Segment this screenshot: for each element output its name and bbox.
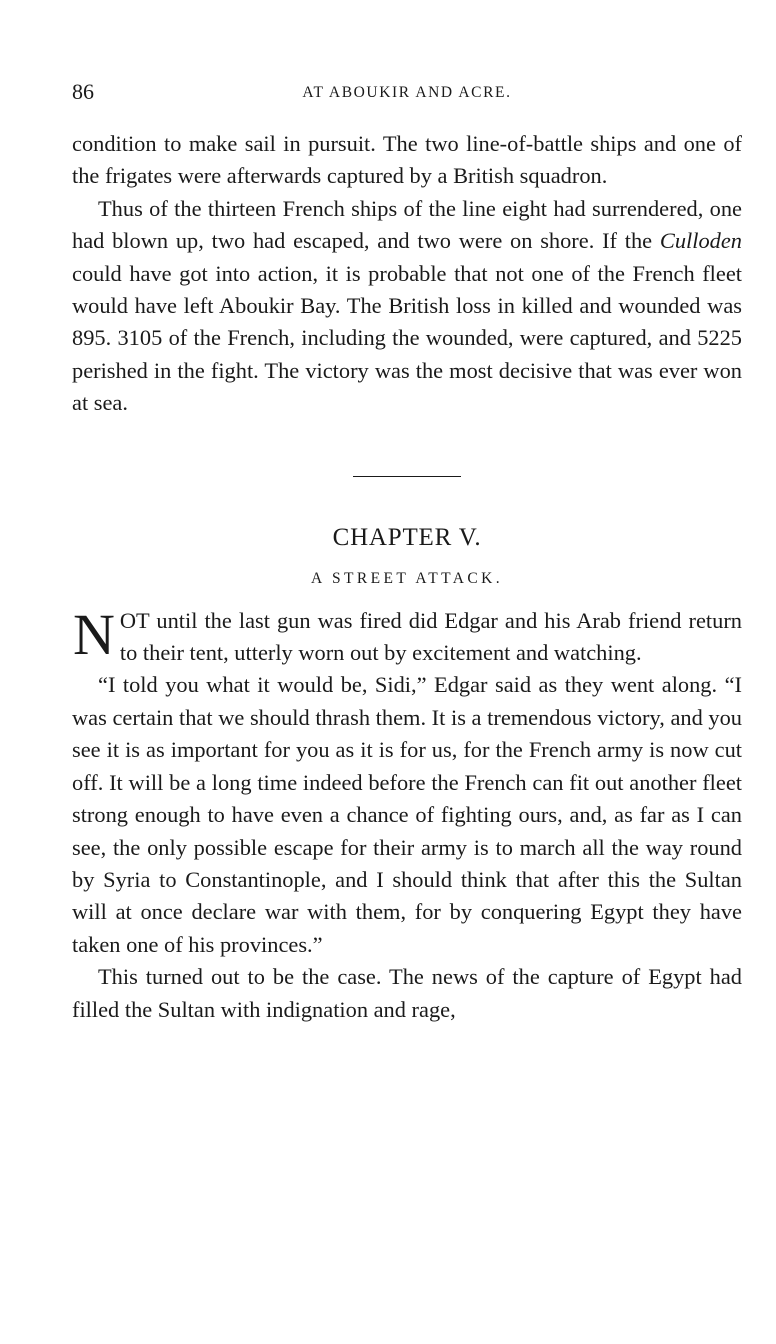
drop-cap: N bbox=[73, 601, 115, 667]
running-title: AT ABOUKIR AND ACRE. bbox=[302, 84, 512, 101]
paragraph-text: Thus of the thirteen French ships of the line eight had surrendered, one had blown up, two had escaped, and two were on shore. If the bbox=[72, 195, 742, 254]
page-number: 86 bbox=[72, 79, 94, 104]
running-head bbox=[72, 78, 742, 112]
body-text bbox=[72, 128, 742, 420]
section-rule bbox=[353, 476, 461, 477]
paragraph-text: OT until the last gun was fired did Edgar and his Arab friend return to their tent, utterly worn out by excitement and watching. bbox=[119, 607, 742, 666]
paragraph-text: could have got into action, it is probable that not one of the French fleet would have left Aboukir Bay. The British loss in killed and wounded was 895. 3105 of the French, including the wounded, were captured, and 5225 perished in the fight. The victory was the most decisive that was ever won at sea. bbox=[72, 260, 742, 416]
paragraph: condition to make sail in pursuit. The two line-of-battle ships and one of the frigates were afterwards captured by a British squadron. bbox=[72, 131, 742, 189]
chapter-subtitle: A STREET ATTACK. bbox=[311, 569, 503, 587]
paragraph: This turned out to be the case. The news of the capture of Egypt had filled the Sultan with indignation and rage, bbox=[72, 964, 742, 1022]
paragraph: “I told you what it would be, Sidi,” Edgar said as they went along. “I was certain that we should thrash them. It is a tremendous victory, and you see it is as important for you as it is for us, for the French army is now cut off. It will be a long time indeed before the French can fit out another fleet strong enough to have even a chance of fighting ours, and, as far as I can see, the only possible escape for their army is to march all the way round by Syria to Constantinople, and I should think that after this the Sultan will at once declare war with them, for by conquering Egypt they have taken one of his provinces.” bbox=[72, 672, 742, 957]
ship-name: Culloden bbox=[659, 228, 742, 254]
paragraph bbox=[72, 601, 742, 670]
paragraph bbox=[72, 193, 742, 420]
chapter-body bbox=[72, 601, 742, 1026]
chapter-title: CHAPTER V. bbox=[332, 523, 482, 551]
book-page bbox=[72, 78, 742, 1026]
